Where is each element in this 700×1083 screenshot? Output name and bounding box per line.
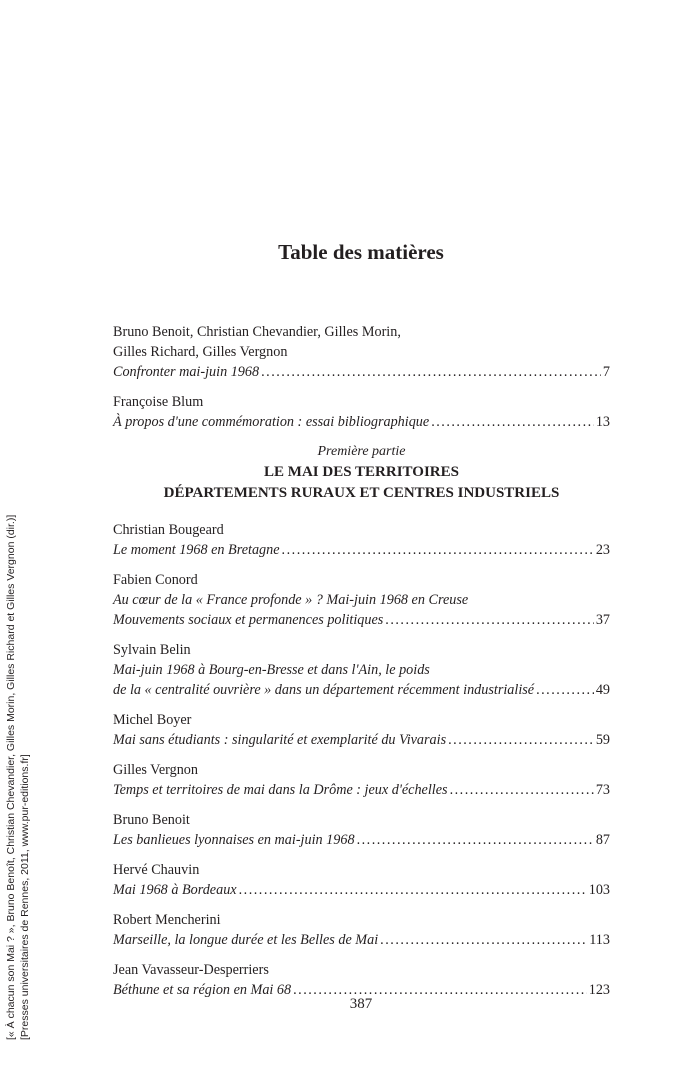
dot-leader [536,680,594,700]
toc-line[interactable] [113,930,610,950]
page-number: 73 [595,782,610,798]
page-number: 59 [595,732,610,748]
toc-entry-intro [113,322,610,382]
part-label: Première partie [317,444,406,459]
copyright-line-2: [Presses universitaires de Rennes, 2011, www.pur-editions.fr] [19,754,31,1040]
entry-author: Bruno Benoit [113,812,190,828]
toc-entry [113,710,610,750]
page-number: 13 [595,414,610,430]
entry-author: Christian Bougeard [113,522,224,538]
toc-line[interactable] [113,412,610,432]
toc-entry [113,810,610,850]
dot-leader [239,880,587,900]
entry-title: Confronter mai-juin 1968 [113,364,260,380]
dot-leader [431,412,594,432]
entry-authors-line-1: Bruno Benoit, Christian Chevandier, Gilles Morin, [113,324,401,340]
copyright-line-1: [« À chacun son Mai ? », Bruno Benoît, Christian Chevandier, Gilles Morin, Gilles Richard et Gilles Vergnon (dir.)] [5,514,17,1040]
page-number: 7 [602,364,610,380]
page-title: Table des matières [278,240,444,264]
entry-author: Fabien Conord [113,572,198,588]
entry-author: Gilles Vergnon [113,762,198,778]
entry-title-line-1: Mai-juin 1968 à Bourg-en-Bresse et dans l'Ain, le poids [113,662,430,678]
toc-line[interactable] [113,780,610,800]
dot-leader [357,830,594,850]
toc-entry [113,520,610,560]
dot-leader [450,780,594,800]
entry-title: Mouvements sociaux et permanences politiques [113,612,384,628]
entry-title-line-1: Au cœur de la « France profonde » ? Mai-juin 1968 en Creuse [113,592,469,608]
entry-title: Les banlieues lyonnaises en mai-juin 1968 [113,832,355,848]
entry-title: de la « centralité ouvrière » dans un département récemment industrialisé [113,682,535,698]
entry-title: Béthune et sa région en Mai 68 [113,982,292,998]
toc-line[interactable] [113,730,610,750]
entry-title: À propos d'une commémoration : essai bibliographique [113,414,430,430]
toc-line[interactable] [113,540,610,560]
entry-authors-line-2: Gilles Richard, Gilles Vergnon [113,344,288,360]
entry-title: Mai 1968 à Bordeaux [113,882,237,898]
entry-title: Marseille, la longue durée et les Belles de Mai [113,932,379,948]
entry-title: Temps et territoires de mai dans la Drôme : jeux d'échelles [113,782,448,798]
toc-entry [113,960,610,1000]
toc-entry [113,910,610,950]
toc-entry [113,640,610,700]
page-folio: 387 [349,996,373,1012]
entry-author: Michel Boyer [113,712,192,728]
entry-author: Jean Vavasseur-Desperriers [113,962,269,978]
toc-line[interactable] [113,880,610,900]
entry-author: Sylvain Belin [113,642,191,658]
table-of-contents [113,322,610,1010]
page-number: 123 [588,982,610,998]
page-number: 49 [595,682,610,698]
toc-entry [113,570,610,630]
toc-line[interactable] [113,610,610,630]
dot-leader [448,730,594,750]
entry-author: Françoise Blum [113,394,204,410]
entry-title: Le moment 1968 en Bretagne [113,542,280,558]
copyright-sidebar [4,480,50,1040]
part-heading [113,442,610,504]
toc-entry-bibliography [113,392,610,432]
part-title-2: DÉPARTEMENTS RURAUX ET CENTRES INDUSTRIELS [163,485,560,501]
toc-entry [113,760,610,800]
dot-leader [282,540,594,560]
page-number: 113 [589,932,610,948]
entry-title: Mai sans étudiants : singularité et exemplarité du Vivarais [113,732,447,748]
toc-entry [113,860,610,900]
toc-line[interactable] [113,830,610,850]
entry-author: Robert Mencherini [113,912,221,928]
entry-author: Hervé Chauvin [113,862,200,878]
page-number: 103 [588,882,610,898]
page-number: 37 [595,612,610,628]
dot-leader [261,362,601,382]
dot-leader [385,610,594,630]
page-number: 87 [595,832,610,848]
part-title-1: LE MAI DES TERRITOIRES [264,464,459,480]
page-number: 23 [595,542,610,558]
dot-leader [380,930,587,950]
toc-line[interactable] [113,362,610,382]
toc-line[interactable] [113,680,610,700]
